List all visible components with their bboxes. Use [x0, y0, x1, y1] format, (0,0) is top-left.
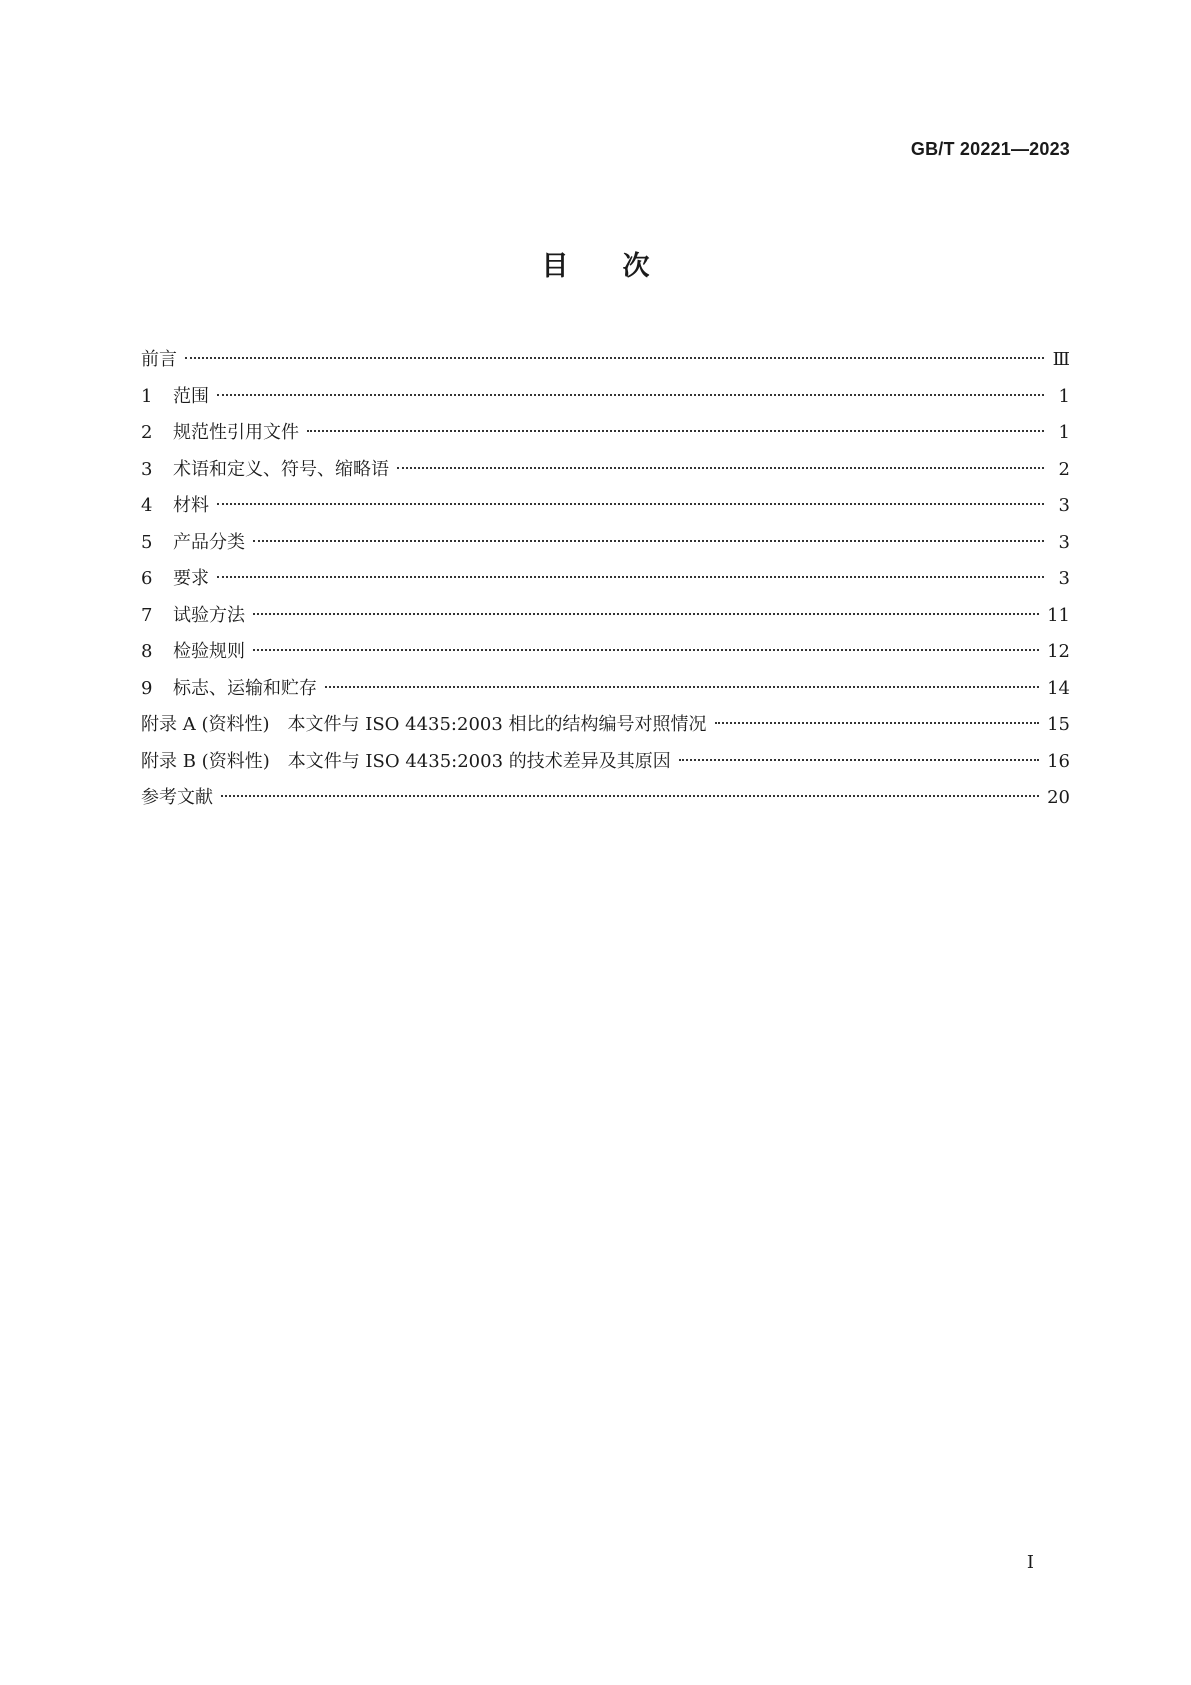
toc-entry-page: 3 — [1058, 568, 1070, 589]
toc-entry-1[interactable] — [141, 379, 1070, 416]
toc-entry-page: 1 — [1058, 385, 1070, 407]
toc-entry-number: 6 — [141, 568, 153, 589]
toc-entry-title: 规范性引用文件 — [173, 422, 299, 443]
toc-entry-page: 12 — [1047, 641, 1070, 662]
toc-entry-title: 范围 — [173, 385, 209, 407]
toc-title: 目次 — [541, 251, 704, 282]
toc-leader-dots — [307, 430, 1044, 432]
toc-entry-3[interactable] — [141, 452, 1070, 489]
toc-entry-page: 3 — [1058, 495, 1070, 516]
toc-entry-number: 2 — [141, 422, 153, 443]
toc-entry-title: 术语和定义、符号、缩略语 — [173, 458, 389, 480]
toc-entry-4[interactable] — [141, 488, 1070, 525]
toc-entry-page: 20 — [1047, 787, 1070, 808]
toc-entry-title: 标志、运输和贮存 — [173, 677, 317, 699]
toc-leader-dots — [221, 795, 1039, 797]
toc-leader-dots — [185, 357, 1044, 359]
toc-entry-preface[interactable] — [141, 342, 1070, 379]
toc-leader-dots — [253, 540, 1044, 542]
toc-entry-title: 产品分类 — [173, 531, 245, 553]
toc-entry-7[interactable] — [141, 598, 1070, 635]
toc-entry-title: 试验方法 — [173, 604, 245, 626]
toc-entry-5[interactable] — [141, 525, 1070, 562]
toc-entry-6[interactable] — [141, 561, 1070, 598]
toc-leader-dots — [217, 394, 1044, 396]
toc-entry-9[interactable] — [141, 671, 1070, 708]
toc-entry-number: 4 — [141, 495, 153, 516]
toc-leader-dots — [253, 649, 1039, 651]
toc-entry-page: 11 — [1047, 604, 1070, 626]
toc-entry-title: 检验规则 — [173, 641, 245, 662]
toc-entry-8[interactable] — [141, 634, 1070, 671]
toc-entry-number: 7 — [141, 604, 153, 626]
page-number: I — [1026, 1552, 1034, 1573]
toc-entry-title: 参考文献 — [141, 787, 213, 808]
toc-entry-page: 14 — [1047, 677, 1070, 699]
toc-entry-number: 9 — [141, 677, 153, 699]
toc-entry-title: 材料 — [173, 495, 209, 516]
toc-entry-title: 前言 — [141, 349, 177, 370]
toc-entry-page: 1 — [1058, 422, 1070, 443]
toc-leader-dots — [715, 722, 1040, 724]
standard-code: GB/T 20221—2023 — [910, 139, 1070, 159]
toc-list — [141, 342, 1070, 817]
toc-leader-dots — [679, 759, 1039, 761]
toc-entry-2[interactable] — [141, 415, 1070, 452]
toc-entry-page: 3 — [1058, 531, 1070, 553]
toc-entry-number: 1 — [141, 385, 153, 407]
toc-entry-page: Ⅲ — [1052, 349, 1070, 370]
toc-entry-appendix-b[interactable] — [141, 744, 1070, 781]
toc-leader-dots — [217, 503, 1044, 505]
toc-entry-page: 16 — [1047, 750, 1070, 772]
toc-entry-page: 15 — [1047, 714, 1070, 735]
toc-entry-title: 要求 — [173, 568, 209, 589]
toc-entry-appendix-a[interactable] — [141, 707, 1070, 744]
toc-leader-dots — [217, 576, 1044, 578]
toc-leader-dots — [253, 613, 1039, 615]
toc-entry-references[interactable] — [141, 780, 1070, 817]
toc-leader-dots — [397, 467, 1044, 469]
toc-leader-dots — [325, 686, 1039, 688]
toc-entry-page: 2 — [1058, 458, 1070, 480]
toc-entry-title: 附录 B (资料性) 本文件与 ISO 4435:2003 的技术差异及其原因 — [141, 750, 671, 772]
toc-entry-number: 3 — [141, 458, 153, 480]
toc-entry-number: 8 — [141, 641, 153, 662]
toc-entry-title: 附录 A (资料性) 本文件与 ISO 4435:2003 相比的结构编号对照情况 — [141, 714, 707, 735]
toc-entry-number: 5 — [141, 531, 153, 553]
